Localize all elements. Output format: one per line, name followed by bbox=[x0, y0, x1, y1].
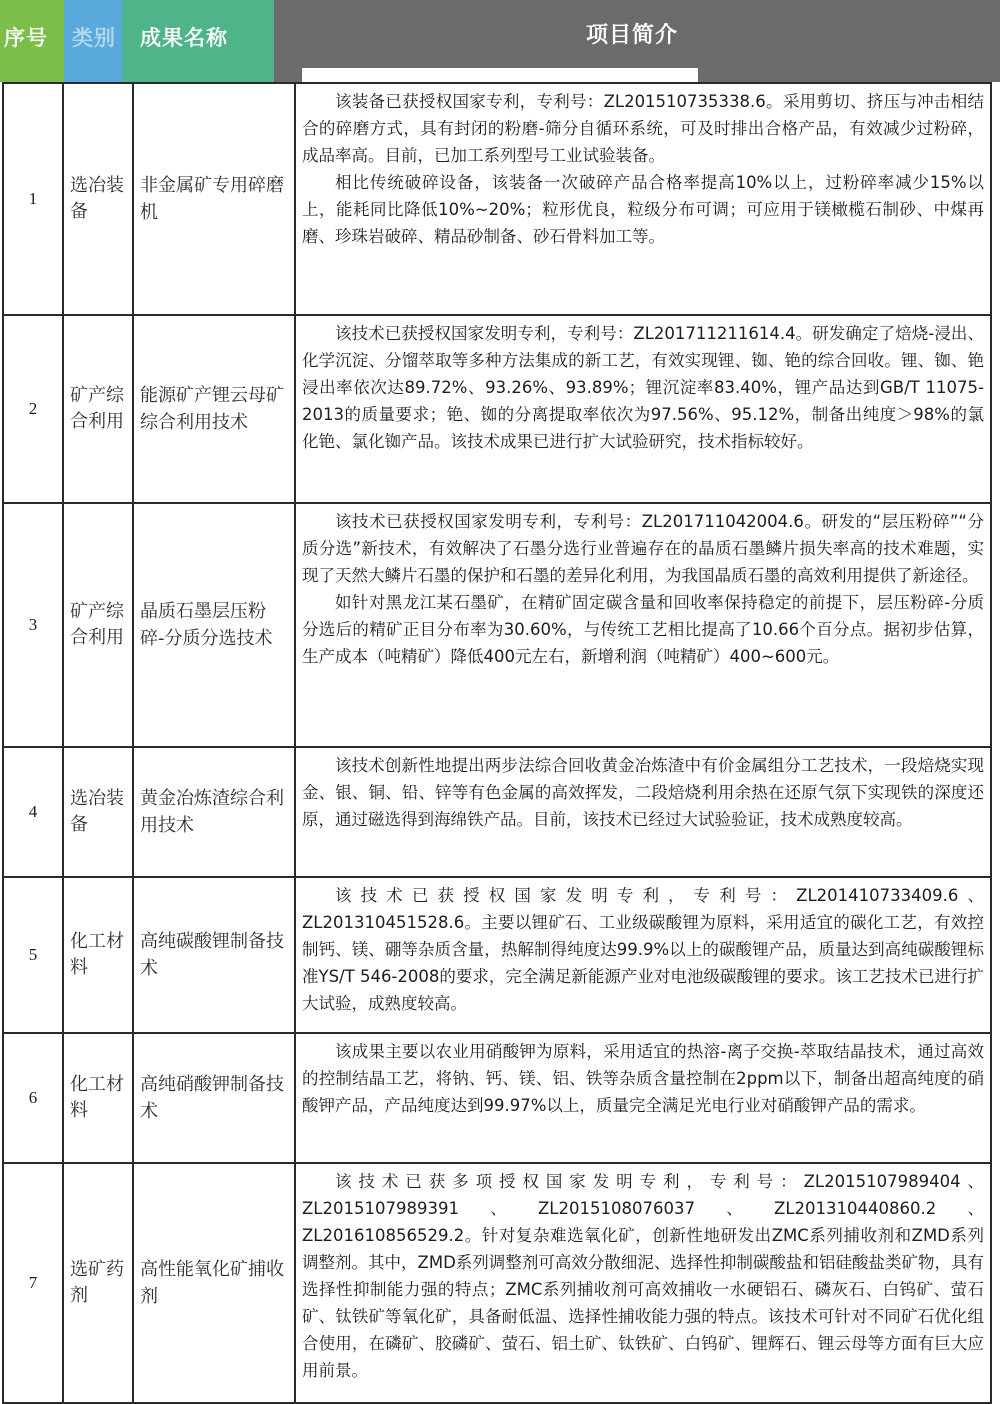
intro-paragraph: 该装备已获授权国家专利，专利号：ZL201510735338.6。采用剪切、挤压与冲击相结合的碎磨方式，具有封闭的粉磨-筛分自循环系统，可及时排出合格产品，有效减少过粉碎，成品率高。目前，已加工系列型号工业试验装备。 bbox=[302, 92, 984, 165]
row-name: 高纯碳酸锂制备技术 bbox=[133, 877, 295, 1033]
row-intro bbox=[295, 503, 991, 747]
header-seq-label: 序号 bbox=[4, 26, 48, 50]
achievements-table bbox=[2, 82, 992, 1404]
row-name: 黄金冶炼渣综合利用技术 bbox=[133, 747, 295, 877]
row-name: 能源矿产锂云母矿综合利用技术 bbox=[133, 315, 295, 503]
intro-paragraph: 该技术已获授权国家发明专利，专利号：ZL201410733409.6、ZL201310451528.6。主要以锂矿石、工业级碳酸锂为原料，采用适宜的碳化工艺，有效控制钙、镁、硼等杂质含量，热解制得纯度达99.9%以上的碳酸锂产品，质量达到高纯碳酸锂标准YS/T 546-2008的要求，完全满足新能源产业对电池级碳酸锂的要求。该工艺技术已进行扩大试验，成熟度较高。 bbox=[302, 886, 984, 1013]
row-category: 化工材料 bbox=[63, 1033, 133, 1163]
row-category: 选冶装备 bbox=[63, 83, 133, 315]
header-notch bbox=[302, 68, 698, 82]
row-intro bbox=[295, 747, 991, 877]
header-seq bbox=[0, 0, 64, 82]
intro-paragraph: 该成果主要以农业用硝酸钾为原料，采用适宜的热溶-离子交换-萃取结晶技术，通过高效的控制结晶工艺，将钠、钙、镁、铝、铁等杂质含量控制在2ppm以下，制备出超高纯度的硝酸钾产品，产品纯度达到99.97%以上，质量完全满足光电行业对硝酸钾产品的需求。 bbox=[302, 1042, 984, 1115]
row-intro bbox=[295, 1033, 991, 1163]
intro-paragraph: 该技术已获授权国家发明专利，专利号：ZL201711211614.4。研发确定了焙烧-浸出、化学沉淀、分馏萃取等多种方法集成的新工艺，有效实现锂、铷、铯的综合回收。锂、铷、铯浸出率依次达89.72%、93.26%、93.89%；锂沉淀率83.40%，锂产品达到GB/T 11075-2013的质量要求；铯、铷的分离提取率依次为97.56%、95.12%，制备出纯度＞98%的氯化铯、氯化铷产品。该技术成果已进行扩大试验研究，技术指标较好。 bbox=[302, 324, 984, 451]
row-seq: 4 bbox=[3, 747, 63, 877]
intro-paragraph: 相比传统破碎设备，该装备一次破碎产品合格率提高10%以上，过粉碎率减少15%以上，能耗同比降低10%~20%；粒形优良，粒级分布可调；可应用于镁橄榄石制砂、中煤再磨、珍珠岩破碎、精品砂制备、砂石骨料加工等。 bbox=[302, 173, 984, 246]
row-intro bbox=[295, 83, 991, 315]
intro-paragraph: 该技术创新性地提出两步法综合回收黄金冶炼渣中有价金属组分工艺技术，一段焙烧实现金、银、铜、铅、锌等有色金属的高效挥发，二段焙烧利用余热在还原气氛下实现铁的深度还原，通过磁选得到海绵铁产品。目前，该技术已经过大试验验证，技术成熟度较高。 bbox=[302, 756, 984, 829]
intro-paragraph: 如针对黑龙江某石墨矿，在精矿固定碳含量和回收率保持稳定的前提下，层压粉碎-分质分选后的精矿正目分布率为30.60%，与传统工艺相比提高了10.66个百分点。据初步估算，生产成本（吨精矿）降低400元左右，新增利润（吨精矿）400~600元。 bbox=[302, 593, 984, 666]
table-row bbox=[3, 83, 991, 315]
table-row bbox=[3, 747, 991, 877]
header-name-label: 成果名称 bbox=[140, 26, 228, 50]
row-category: 选矿药剂 bbox=[63, 1163, 133, 1403]
row-name: 非金属矿专用碎磨机 bbox=[133, 83, 295, 315]
row-intro bbox=[295, 877, 991, 1033]
row-seq: 7 bbox=[3, 1163, 63, 1403]
row-seq: 6 bbox=[3, 1033, 63, 1163]
row-seq: 3 bbox=[3, 503, 63, 747]
table-row bbox=[3, 503, 991, 747]
header-intro-label: 项目简介 bbox=[586, 23, 679, 48]
row-category: 矿产综合利用 bbox=[63, 503, 133, 747]
row-seq: 2 bbox=[3, 315, 63, 503]
row-seq: 1 bbox=[3, 83, 63, 315]
intro-paragraph: 该技术已获授权国家发明专利，专利号：ZL201711042004.6。研发的“层压粉碎”“分质分选”新技术，有效解决了石墨分选行业普遍存在的晶质石墨鳞片损失率高的技术难题，实现了天然大鳞片石墨的保护和石墨的差异化利用，为我国晶质石墨的高效利用提供了新途径。 bbox=[302, 512, 984, 585]
row-category: 选冶装备 bbox=[63, 747, 133, 877]
row-category: 化工材料 bbox=[63, 877, 133, 1033]
header-category bbox=[64, 0, 122, 82]
table-row bbox=[3, 1163, 991, 1403]
table-row bbox=[3, 315, 991, 503]
row-intro bbox=[295, 1163, 991, 1403]
row-name: 高纯硝酸钾制备技术 bbox=[133, 1033, 295, 1163]
row-seq: 5 bbox=[3, 877, 63, 1033]
row-name: 晶质石墨层压粉碎-分质分选技术 bbox=[133, 503, 295, 747]
row-name: 高性能氧化矿捕收剂 bbox=[133, 1163, 295, 1403]
row-category: 矿产综合利用 bbox=[63, 315, 133, 503]
row-intro bbox=[295, 315, 991, 503]
header-name bbox=[122, 0, 274, 82]
table-row bbox=[3, 877, 991, 1033]
intro-paragraph: 该技术已获多项授权国家发明专利，专利号：ZL2015107989404、ZL2015107989391、ZL2015108076037、ZL201310440860.2、ZL201610856529.2。针对复杂难选氧化矿，创新性地研发出ZMC系列捕收剂和ZMD系列调整剂。其中，ZMD系列调整剂可高效分散细泥、选择性抑制碳酸盐和铝硅酸盐类矿物，具有选择性抑制能力强的特点；ZMC系列捕收剂可高效捕收一水硬铝石、磷灰石、白钨矿、萤石矿、钛铁矿等氧化矿，具备耐低温、选择性捕收能力强的特点。该技术可针对不同矿石优化组合使用，在磷矿、胶磷矿、萤石、铝土矿、钛铁矿、白钨矿、锂辉石、锂云母等方面有巨大应用前景。 bbox=[302, 1172, 984, 1380]
header-category-label: 类别 bbox=[72, 26, 116, 50]
table-row bbox=[3, 1033, 991, 1163]
